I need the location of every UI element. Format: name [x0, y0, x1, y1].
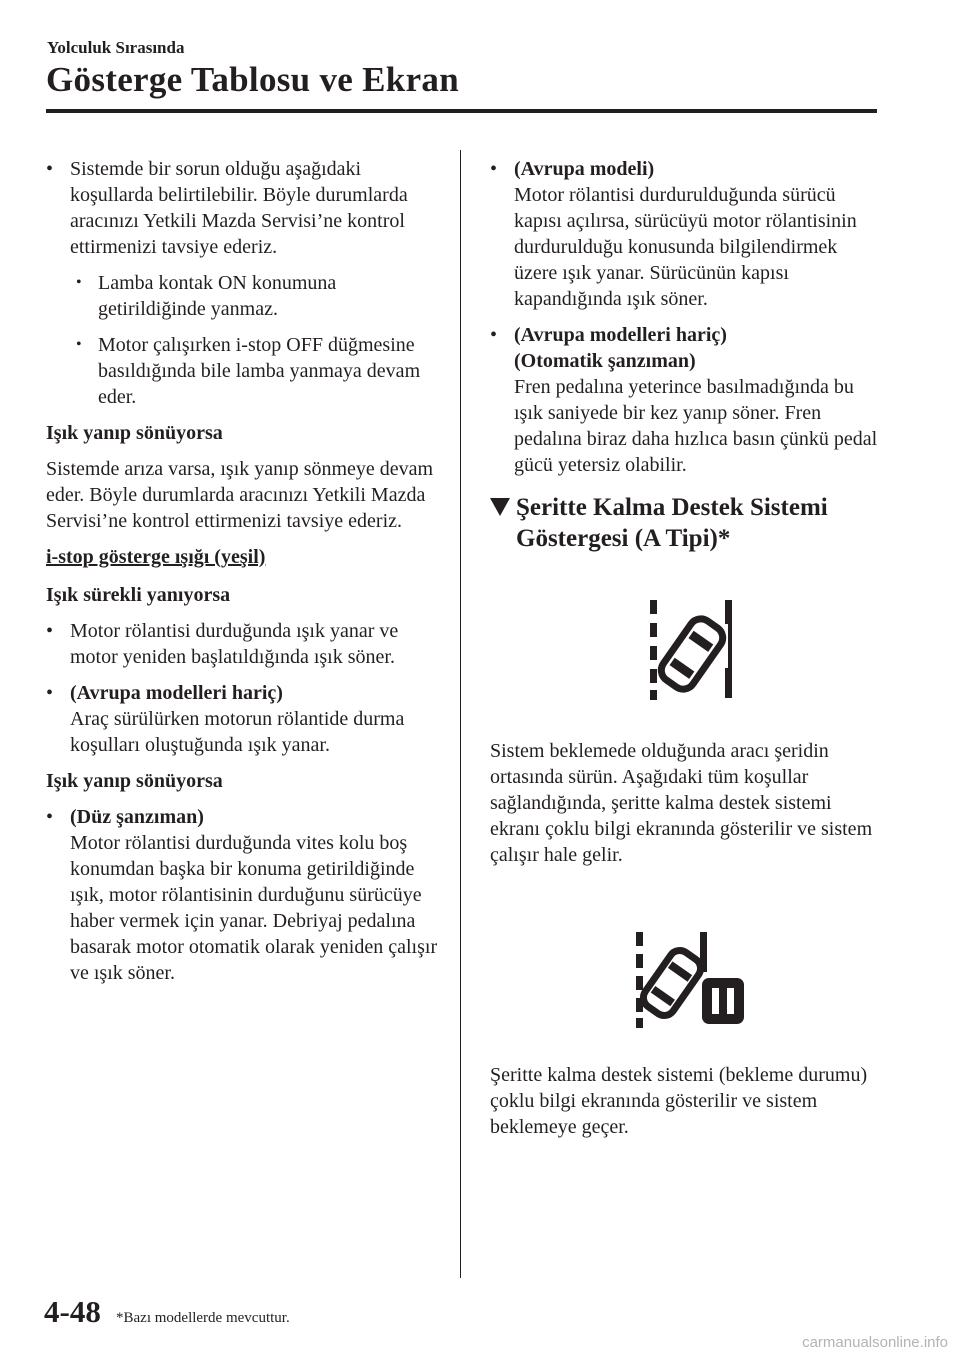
- triangle-marker-icon: [490, 498, 510, 516]
- bullet-text: Motor rölantisi durduğunda ışık yanar ve motor yeniden başlatıldığında ışık söner.: [70, 620, 399, 668]
- bullet-text: Motor rölantisi durdurulduğunda sürücü kapısı açılırsa, sürücüyü motor rölantisinin durdurulduğu konusunda bilgilendirmek üzere ışık yanar. Sürücünün kapısı kapandığında ışık söner.: [514, 184, 857, 310]
- paragraph: Şeritte kalma destek sistemi (bekleme durumu) çoklu bilgi ekranında gösterilir ve sistem beklemeye geçer.: [490, 1064, 868, 1138]
- subheading: Işık sürekli yanıyorsa: [46, 584, 231, 606]
- bullet-dot: •: [490, 324, 498, 346]
- bullet-item: [46, 618, 438, 670]
- bullet-title: (Avrupa modelleri hariç): [514, 324, 727, 346]
- page-title: Gösterge Tablosu ve Ekran: [46, 60, 459, 99]
- bullet-title: (Düz şanzıman): [70, 806, 204, 828]
- bullet-text: Motor rölantisi durduğunda vites kolu boş konumdan başka bir konuma getirildiğinde ışık, motor rölantisinin durduğunu sürücüye haber vermek için yanar. Debriyaj pedalına basarak motor otomatik olarak yeniden çalışır ve ışık söner.: [70, 832, 438, 984]
- bullet-item: [46, 804, 438, 986]
- bullet-title: (Avrupa modeli): [514, 158, 655, 180]
- right-column: [490, 156, 882, 1140]
- subheading: Işık yanıp sönüyorsa: [46, 770, 223, 792]
- sub-bullet-item: [46, 332, 438, 410]
- bullet-item: [46, 156, 438, 260]
- bullet-dot: •: [46, 806, 54, 828]
- column-divider: [460, 150, 461, 1278]
- page-number: 4-48: [44, 1294, 101, 1329]
- paragraph: Sistem beklemede olduğunda aracı şeridin ortasında sürün. Aşağıdaki tüm koşullar sağlandığında, şeritte kalma destek sistemi ekranı çoklu bilgi ekranında gösterilir ve sistem çalışır hale gelir.: [490, 740, 873, 866]
- title-rule: [46, 109, 877, 113]
- footnote: *Bazı modellerde mevcuttur.: [116, 1310, 290, 1326]
- watermark: carmanualsonline.info: [802, 1334, 948, 1351]
- bullet-dot: •: [46, 682, 54, 704]
- sub-bullet-item: [46, 270, 438, 322]
- subsection-title: i-stop gösterge ışığı (yeşil): [46, 546, 266, 568]
- bullet-dot: •: [46, 158, 54, 180]
- bullet-dot: •: [76, 274, 82, 291]
- section-label: Yolculuk Sırasında: [47, 38, 185, 57]
- bullet-dot: •: [46, 620, 54, 642]
- lane-keep-assist-icon: [488, 594, 882, 700]
- bullet-item: [490, 322, 882, 478]
- left-column: [46, 156, 438, 986]
- bullet-item: [46, 680, 438, 758]
- sub-bullet-text: Motor çalışırken i-stop OFF düğmesine basıldığında bile lamba yanmaya devam eder.: [98, 334, 421, 408]
- sub-bullet-text: Lamba kontak ON konumuna getirildiğinde yanmaz.: [98, 272, 337, 320]
- bullet-text: Sistemde bir sorun olduğu aşağıdaki koşullarda belirtilebilir. Böyle durumlarda aracınızı Yetkili Mazda Servisi’ne kontrol ettirmenizi tavsiye ederiz.: [70, 158, 408, 258]
- bullet-dot: •: [490, 158, 498, 180]
- section-heading: Şeritte Kalma Destek Sistemi Göstergesi (A Tipi)*: [490, 492, 882, 554]
- bullet-text: Araç sürülürken motorun rölantide durma koşulları oluştuğunda ışık yanar.: [70, 708, 405, 756]
- paragraph: Sistemde arıza varsa, ışık yanıp sönmeye devam eder. Böyle durumlarda aracınızı Yetkili Mazda Servisi’ne kontrol ettirmenizi tavsiye ederiz.: [46, 458, 434, 532]
- bullet-item: [490, 156, 882, 312]
- bullet-dot: •: [76, 336, 82, 353]
- bullet-title: (Avrupa modelleri hariç): [70, 682, 283, 704]
- lane-keep-assist-standby-icon: [488, 928, 882, 1028]
- bullet-title: (Otomatik şanzıman): [514, 350, 696, 372]
- bullet-text: Fren pedalına yeterince basılmadığında bu ışık saniyede bir kez yanıp söner. Fren pedalına biraz daha hızlıca basın çünkü pedal gücü yetersiz olabilir.: [514, 376, 878, 476]
- subheading: Işık yanıp sönüyorsa: [46, 422, 223, 444]
